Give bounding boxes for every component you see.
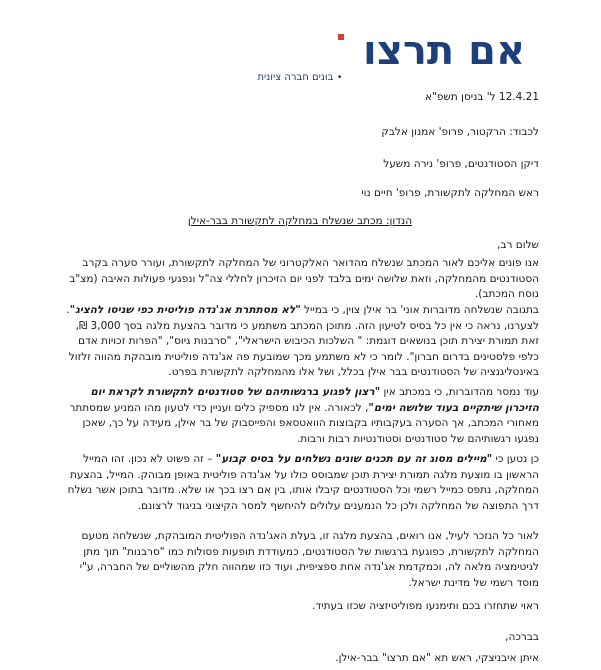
letter-greeting: שלום רב, [497, 239, 539, 251]
letter-closing: בברכה, [505, 631, 539, 643]
subject-line-wrap [61, 214, 539, 228]
paragraph-5: לאור כל הנזכר לעיל, אנו רואים, בהצעת מלגה זו, בעלת האג'נדה הפוליטית המובהקת, שנשלחה מטעם המחלקה לתקשורת, כפוגעת ברגשות של הסטודנטים, כמעודדת תופעות פסולות כמו "סרבנות" תוך מתן לגיטימציה מלאה לה, וכמקדמת אג'נדה אחת ספציפית, ועוד כזו שמהווה חלק מהשוליים של החברה, ע"י מוסד רשמי של מדינת ישראל. [79, 530, 539, 589]
paragraph-3-body: , לכאורה. אין לנו מספיק כלים ועניין כדי לטעון מהו המניע שמסתתר מאחורי המכתב, אך הסערה בעקבותיו בקבוצות הוואטסאפ והפייסבוק של בר אילן, מעידה על כך, שאכן נפגעו רגשותיהם של סטודנטים וסטודנטיות רבות ורבות. [69, 401, 539, 445]
paragraph-3-intro: עוד נמסר מהדוברות, כי במכתב אין [380, 386, 539, 398]
organization-logo [238, 28, 526, 74]
recipient-line: לכבוד: הרקטור, פרופ' אמנון אלבק [381, 126, 539, 138]
paragraph-4-quote: "מיילים מסוג זה עם תכנים שונים נשלחים על בסיס קבוע" [215, 453, 493, 465]
letter-subject: הנדון: מכתב שנשלח במחלקה לתקשורת בבר-אילן [187, 215, 413, 227]
paragraph-2 [61, 303, 539, 381]
paragraph-4-intro: כן נטען כי [492, 453, 539, 465]
paragraph-3-quote: "רצון לפגוע ברגשותיהם של סטודנטים לתקשורת לקראת יום הזיכרון שיתקיים בעוד שלושה ימים" [90, 386, 539, 414]
recipient-line: דיקן הסטודנטים, פרופ' נירה משעל [383, 158, 539, 170]
paragraph-4 [61, 452, 539, 514]
paragraph-2-body: . לצערנו, נראה כי אין כל בסיס לטיעון הזה. מתוכן המכתב משתמע כי מדובר בהצעת מלגה בסך 3,000 ₪, זאת תמורת יצירת תוכן בנושאים דוגמת: " השלכות הכיבוש הישראלי", "סרבנות גיוס", "הפרות זכויות אדם כלפי פלסטינים בדרום חברון". לומר כי לא משתמע מכך שמובעת פה אג'נדה פוליטית מובהקת מהווה זלזול באינטליגנציה של הסטודנטים בבר אילן בכלל, ושל אלו מהמחלקה לתקשורת בפרט. [66, 304, 539, 378]
letter-date: 12.4.21 ל' בניסן תשפ"א [425, 91, 539, 103]
logo-tagline: • בונים חברה ציונית [257, 72, 343, 83]
logo-accent-mark [338, 34, 344, 40]
paragraph-2-quote: "לא מסתתרת אג'נדה פוליטית כפי שניסו להציג" [69, 304, 301, 316]
paragraph-6: ראוי שתחזרו בכם ותימנעו מפוליטיזציה שכזו בעתיד. [312, 600, 539, 612]
logo-text: אם תרצו [363, 28, 526, 74]
paragraph-3 [61, 385, 539, 447]
paragraph-4-body: – זה פשוט לא נכון. זהו המייל הראשון בו מוצעת מלגה תמורת יצירת תוכן שמבוסס כולו על אג'נדה פוליטית באופן מבוהק. המייל, בהצעת המחלקה, נתפס כמייל רשמי וכל הסטודנטים קיבלו אותו, בין אם רצו בכך או שלא. מדובר בתוכן אשר נשלח דרך התפוצה של המחלקה ולכן כל הנמענים עלולים להיחשף למסר הקיצוני בניגוד לרצונם. [67, 453, 539, 512]
paragraph-2-intro: בתגובה שנשלחה מדוברות אוני' בר אילן צוין, כי במייל [300, 304, 539, 316]
recipient-line: ראש המחלקה לתקשורת, פרופ' חיים נוי [361, 187, 539, 199]
letter-signature: איתן איבניצקי, ראש תא "אם תרצו" בבר-אילן. [335, 652, 539, 664]
paragraph-1: אנו פונים אליכם לאור המכתב שנשלח מהדואר האלקטרוני של המחלקה לתקשורת, ועורר סערה בקרב הסטודנטים מהמחלקה, וזאת שלושה ימים בלבד לפני יום הזיכרון לחללי צה"ל ונפגעי פעולות האיבה (מצ"ב נוסח המכתב). [69, 257, 539, 300]
